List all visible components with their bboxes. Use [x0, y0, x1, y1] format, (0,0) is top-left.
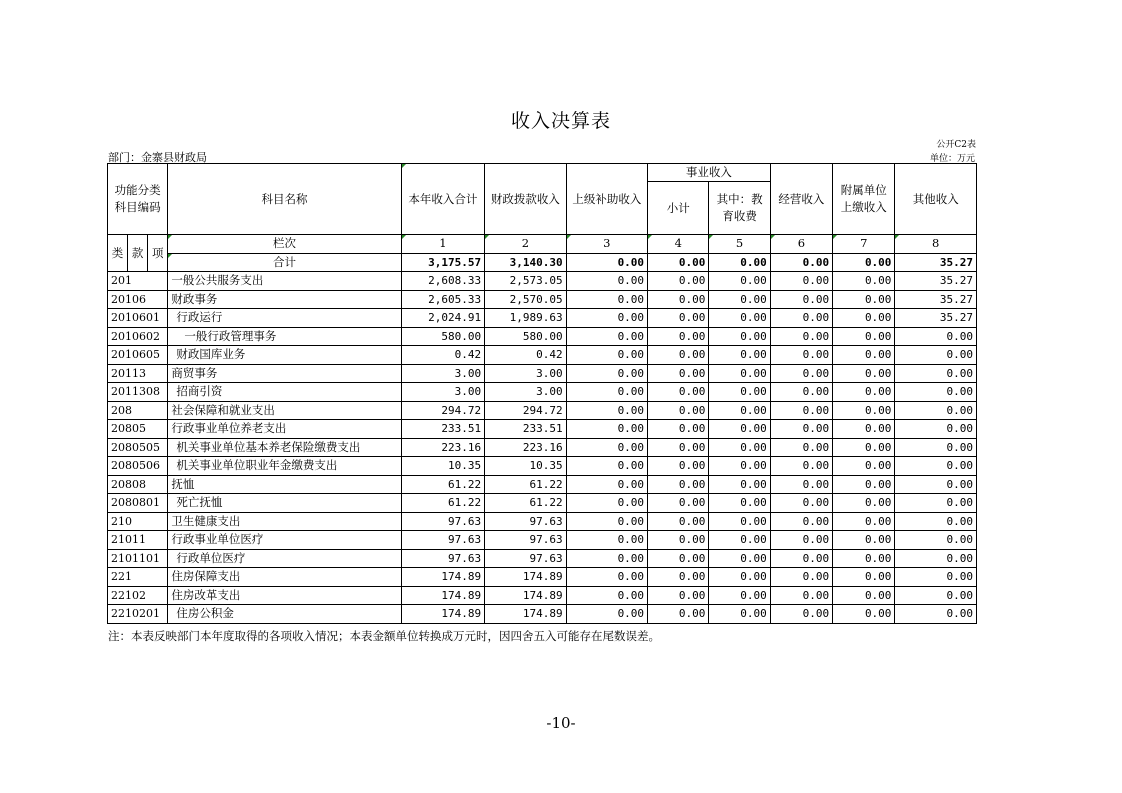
- row-value-cell: 10.35: [485, 457, 566, 476]
- row-value-cell: 0.00: [770, 401, 832, 420]
- header-func-code: 功能分类科目编码: [108, 164, 168, 235]
- row-subject-name: 机关事业单位基本养老保险缴费支出: [168, 438, 401, 457]
- row-value-cell: 0.00: [648, 438, 709, 457]
- row-value-cell: 0.00: [709, 586, 770, 605]
- row-value-cell: 580.00: [485, 327, 566, 346]
- row-value-cell: 0.00: [709, 383, 770, 402]
- row-value-cell: 0.00: [770, 364, 832, 383]
- row-value-cell: 0.00: [895, 475, 977, 494]
- header-xiang: 项: [148, 235, 168, 272]
- table-row: [108, 420, 977, 439]
- header-fiscal: 财政拨款收入: [485, 164, 566, 235]
- row-value-cell: 174.89: [401, 586, 484, 605]
- row-value-cell: 0.00: [770, 586, 832, 605]
- row-value-cell: 3.00: [485, 383, 566, 402]
- row-value-cell: 0.00: [566, 290, 647, 309]
- row-value-cell: 0.00: [709, 438, 770, 457]
- row-value-cell: 3.00: [401, 383, 484, 402]
- row-value-cell: 0.00: [566, 272, 647, 291]
- row-subject-name: 一般行政管理事务: [168, 327, 401, 346]
- row-value-cell: 0.00: [895, 549, 977, 568]
- header-total: 本年收入合计: [401, 164, 484, 235]
- table-row: [108, 309, 977, 328]
- header-other: 其他收入: [895, 164, 977, 235]
- row-value-cell: 0.00: [709, 549, 770, 568]
- row-subject-name: 住房改革支出: [168, 586, 401, 605]
- col-num: 2: [485, 235, 566, 254]
- header-subject-name: 科目名称: [168, 164, 401, 235]
- row-value-cell: 2,573.05: [485, 272, 566, 291]
- row-value-cell: 0.00: [566, 475, 647, 494]
- row-subject-name: 死亡抚恤: [168, 494, 401, 513]
- row-value-cell: 0.00: [709, 401, 770, 420]
- col-num: 4: [648, 235, 709, 254]
- row-value-cell: 2,570.05: [485, 290, 566, 309]
- row-value-cell: 0.00: [833, 494, 895, 513]
- row-value-cell: 0.00: [709, 309, 770, 328]
- row-value-cell: 0.00: [833, 531, 895, 550]
- header-kuan: 款: [128, 235, 148, 272]
- row-code: 2011308: [108, 383, 168, 402]
- row-subject-name: 商贸事务: [168, 364, 401, 383]
- row-value-cell: 0.00: [895, 568, 977, 587]
- row-value-cell: 0.00: [833, 605, 895, 624]
- table-row: [108, 531, 977, 550]
- row-value-cell: 0.00: [566, 568, 647, 587]
- row-value-cell: 97.63: [401, 512, 484, 531]
- table-row: [108, 346, 977, 365]
- unit-label: 单位：万元: [929, 154, 975, 164]
- document-title: 收入决算表: [510, 110, 611, 132]
- row-code: 20805: [108, 420, 168, 439]
- row-value-cell: 0.00: [566, 457, 647, 476]
- row-value-cell: 0.00: [648, 531, 709, 550]
- row-code: 201: [108, 272, 168, 291]
- row-value-cell: 0.00: [770, 531, 832, 550]
- row-value-cell: 0.00: [770, 512, 832, 531]
- row-value-cell: 0.00: [770, 568, 832, 587]
- col-num: 8: [895, 235, 977, 254]
- row-value-cell: 0.00: [648, 401, 709, 420]
- row-code: 22102: [108, 586, 168, 605]
- row-subject-name: 机关事业单位职业年金缴费支出: [168, 457, 401, 476]
- row-value-cell: 0.00: [833, 568, 895, 587]
- row-value-cell: 0.00: [770, 549, 832, 568]
- header-business: 事业收入: [648, 164, 771, 182]
- row-value-cell: 0.00: [770, 494, 832, 513]
- row-value-cell: 174.89: [401, 568, 484, 587]
- row-value-cell: 0.00: [895, 531, 977, 550]
- row-value-cell: 0.00: [709, 568, 770, 587]
- row-value-cell: 35.27: [895, 290, 977, 309]
- row-subject-name: 行政单位医疗: [168, 549, 401, 568]
- row-code: 2010601: [108, 309, 168, 328]
- row-code: 210: [108, 512, 168, 531]
- header-higher: 上级补助收入: [566, 164, 647, 235]
- row-value-cell: 0.00: [709, 475, 770, 494]
- page-number: -10-: [546, 714, 576, 732]
- row-code: 20106: [108, 290, 168, 309]
- row-value-cell: 2,608.33: [401, 272, 484, 291]
- total-cell: 3,140.30: [485, 253, 566, 272]
- table-row: [108, 549, 977, 568]
- row-subject-name: 行政事业单位养老支出: [168, 420, 401, 439]
- row-value-cell: 0.00: [648, 346, 709, 365]
- table-row: [108, 586, 977, 605]
- table-row: [108, 494, 977, 513]
- header-affiliated: 附属单位上缴收入: [833, 164, 895, 235]
- row-value-cell: 0.00: [833, 309, 895, 328]
- row-subject-name: 社会保障和就业支出: [168, 401, 401, 420]
- row-value-cell: 0.00: [709, 290, 770, 309]
- row-value-cell: 0.00: [648, 309, 709, 328]
- row-value-cell: 0.00: [833, 272, 895, 291]
- footnote: 注：本表反映部门本年度取得的各项收入情况；本表金额单位转换成万元时，因四舍五入可能存在尾数误差。: [108, 629, 660, 643]
- row-value-cell: 0.00: [648, 327, 709, 346]
- row-value-cell: 0.00: [709, 346, 770, 365]
- table-row: [108, 438, 977, 457]
- row-value-cell: 0.00: [648, 605, 709, 624]
- income-table: [107, 163, 977, 624]
- row-value-cell: 0.00: [709, 457, 770, 476]
- row-subject-name: 财政事务: [168, 290, 401, 309]
- header-column-index: 栏次: [168, 235, 401, 254]
- col-num: 5: [709, 235, 770, 254]
- table-row: [108, 272, 977, 291]
- row-value-cell: 0.00: [566, 512, 647, 531]
- row-value-cell: 0.00: [833, 346, 895, 365]
- row-code: 2010602: [108, 327, 168, 346]
- row-value-cell: 0.00: [566, 605, 647, 624]
- table-row: [108, 327, 977, 346]
- row-value-cell: 0.00: [709, 364, 770, 383]
- row-code: 2080801: [108, 494, 168, 513]
- col-num: 3: [566, 235, 647, 254]
- row-value-cell: 0.00: [770, 309, 832, 328]
- row-value-cell: 35.27: [895, 272, 977, 291]
- row-value-cell: 0.00: [895, 383, 977, 402]
- row-value-cell: 2,605.33: [401, 290, 484, 309]
- row-value-cell: 0.00: [566, 531, 647, 550]
- row-value-cell: 61.22: [485, 494, 566, 513]
- row-value-cell: 0.00: [770, 383, 832, 402]
- row-code: 20113: [108, 364, 168, 383]
- table-row: [108, 457, 977, 476]
- table-row: [108, 475, 977, 494]
- row-value-cell: 174.89: [485, 586, 566, 605]
- row-value-cell: 0.00: [709, 420, 770, 439]
- row-value-cell: 0.00: [833, 438, 895, 457]
- row-value-cell: 233.51: [485, 420, 566, 439]
- row-value-cell: 0.00: [895, 512, 977, 531]
- row-value-cell: 0.00: [895, 605, 977, 624]
- row-value-cell: 0.00: [648, 457, 709, 476]
- row-value-cell: 0.00: [895, 457, 977, 476]
- row-value-cell: 0.00: [895, 494, 977, 513]
- row-value-cell: 97.63: [485, 531, 566, 550]
- row-value-cell: 223.16: [401, 438, 484, 457]
- row-value-cell: 580.00: [401, 327, 484, 346]
- row-value-cell: 0.00: [648, 494, 709, 513]
- row-value-cell: 0.00: [648, 383, 709, 402]
- row-value-cell: 0.00: [770, 605, 832, 624]
- col-num: 1: [401, 235, 484, 254]
- row-value-cell: 0.00: [709, 531, 770, 550]
- row-value-cell: 0.00: [895, 346, 977, 365]
- row-value-cell: 2,024.91: [401, 309, 484, 328]
- row-subject-name: 住房保障支出: [168, 568, 401, 587]
- row-code: 221: [108, 568, 168, 587]
- data-rows: [108, 272, 977, 624]
- row-value-cell: 0.00: [648, 272, 709, 291]
- row-value-cell: 0.00: [895, 438, 977, 457]
- row-subject-name: 行政事业单位医疗: [168, 531, 401, 550]
- row-value-cell: 0.00: [648, 364, 709, 383]
- row-subject-name: 住房公积金: [168, 605, 401, 624]
- row-value-cell: 0.00: [648, 475, 709, 494]
- total-cell: 0.00: [770, 253, 832, 272]
- row-value-cell: 97.63: [401, 549, 484, 568]
- row-value-cell: 0.00: [566, 494, 647, 513]
- row-value-cell: 0.00: [833, 290, 895, 309]
- row-value-cell: 174.89: [485, 568, 566, 587]
- col-num: 6: [770, 235, 832, 254]
- row-value-cell: 0.00: [770, 420, 832, 439]
- row-value-cell: 0.00: [566, 327, 647, 346]
- row-value-cell: 0.00: [566, 309, 647, 328]
- row-value-cell: 0.00: [709, 512, 770, 531]
- row-code: 2101101: [108, 549, 168, 568]
- total-row-label: 合计: [168, 253, 401, 272]
- total-cell: 0.00: [709, 253, 770, 272]
- row-value-cell: 0.00: [833, 364, 895, 383]
- row-value-cell: 61.22: [401, 475, 484, 494]
- row-value-cell: 35.27: [895, 309, 977, 328]
- header-subtotal: 小计: [648, 182, 709, 235]
- row-value-cell: 0.00: [566, 586, 647, 605]
- department-label: 部门：金寨县财政局: [108, 151, 207, 164]
- row-code: 208: [108, 401, 168, 420]
- row-value-cell: 0.00: [770, 457, 832, 476]
- row-value-cell: 0.00: [895, 327, 977, 346]
- total-cell: 3,175.57: [401, 253, 484, 272]
- row-value-cell: 0.00: [709, 494, 770, 513]
- row-value-cell: 294.72: [485, 401, 566, 420]
- row-value-cell: 294.72: [401, 401, 484, 420]
- row-value-cell: 0.00: [770, 290, 832, 309]
- row-value-cell: 61.22: [485, 475, 566, 494]
- header-lei: 类: [108, 235, 128, 272]
- row-code: 21011: [108, 531, 168, 550]
- row-subject-name: 行政运行: [168, 309, 401, 328]
- row-value-cell: 0.00: [895, 364, 977, 383]
- table-row: [108, 383, 977, 402]
- row-value-cell: 0.00: [648, 420, 709, 439]
- row-value-cell: 0.00: [833, 401, 895, 420]
- row-value-cell: 0.00: [895, 586, 977, 605]
- row-value-cell: 0.00: [648, 290, 709, 309]
- row-value-cell: 0.00: [833, 549, 895, 568]
- table-row: [108, 364, 977, 383]
- row-value-cell: 174.89: [401, 605, 484, 624]
- row-value-cell: 0.00: [566, 364, 647, 383]
- row-value-cell: 0.00: [895, 401, 977, 420]
- row-value-cell: 1,989.63: [485, 309, 566, 328]
- table-row: [108, 605, 977, 624]
- row-value-cell: 0.00: [648, 568, 709, 587]
- row-value-cell: 3.00: [401, 364, 484, 383]
- header-operating: 经营收入: [770, 164, 832, 235]
- row-subject-name: 财政国库业务: [168, 346, 401, 365]
- form-code: 公开C2表: [936, 140, 976, 150]
- row-value-cell: 0.42: [485, 346, 566, 365]
- row-subject-name: 招商引资: [168, 383, 401, 402]
- row-value-cell: 97.63: [401, 531, 484, 550]
- row-value-cell: 0.00: [833, 457, 895, 476]
- row-value-cell: 0.00: [833, 420, 895, 439]
- total-cell: 35.27: [895, 253, 977, 272]
- row-value-cell: 223.16: [485, 438, 566, 457]
- row-value-cell: 0.00: [566, 401, 647, 420]
- row-value-cell: 0.00: [566, 383, 647, 402]
- row-value-cell: 0.00: [770, 272, 832, 291]
- row-value-cell: 0.00: [833, 327, 895, 346]
- table-row: [108, 512, 977, 531]
- row-code: 20808: [108, 475, 168, 494]
- table-row: [108, 568, 977, 587]
- row-subject-name: 卫生健康支出: [168, 512, 401, 531]
- total-cell: 0.00: [566, 253, 647, 272]
- row-value-cell: 0.00: [566, 346, 647, 365]
- row-code: 2080506: [108, 457, 168, 476]
- total-cell: 0.00: [648, 253, 709, 272]
- row-value-cell: 0.00: [770, 327, 832, 346]
- table-row: [108, 401, 977, 420]
- row-value-cell: 233.51: [401, 420, 484, 439]
- row-value-cell: 61.22: [401, 494, 484, 513]
- row-value-cell: 0.00: [709, 327, 770, 346]
- row-value-cell: 0.00: [833, 512, 895, 531]
- row-value-cell: 0.00: [709, 605, 770, 624]
- total-cell: 0.00: [833, 253, 895, 272]
- row-value-cell: 0.00: [709, 272, 770, 291]
- table-row: [108, 290, 977, 309]
- row-value-cell: 0.00: [833, 383, 895, 402]
- row-value-cell: 10.35: [401, 457, 484, 476]
- row-value-cell: 174.89: [485, 605, 566, 624]
- row-value-cell: 0.00: [566, 549, 647, 568]
- row-subject-name: 抚恤: [168, 475, 401, 494]
- row-value-cell: 0.00: [648, 586, 709, 605]
- row-value-cell: 0.00: [770, 346, 832, 365]
- row-code: 2010605: [108, 346, 168, 365]
- row-code: 2210201: [108, 605, 168, 624]
- row-value-cell: 0.00: [648, 549, 709, 568]
- row-value-cell: 0.00: [833, 586, 895, 605]
- header-education: 其中：教育收费: [709, 182, 770, 235]
- row-value-cell: 97.63: [485, 549, 566, 568]
- row-value-cell: 0.00: [895, 420, 977, 439]
- row-subject-name: 一般公共服务支出: [168, 272, 401, 291]
- row-value-cell: 0.00: [833, 475, 895, 494]
- row-value-cell: 97.63: [485, 512, 566, 531]
- row-code: 2080505: [108, 438, 168, 457]
- row-value-cell: 0.00: [566, 420, 647, 439]
- row-value-cell: 3.00: [485, 364, 566, 383]
- row-value-cell: 0.00: [566, 438, 647, 457]
- row-value-cell: 0.00: [648, 512, 709, 531]
- row-value-cell: 0.42: [401, 346, 484, 365]
- row-value-cell: 0.00: [770, 475, 832, 494]
- col-num: 7: [833, 235, 895, 254]
- row-value-cell: 0.00: [770, 438, 832, 457]
